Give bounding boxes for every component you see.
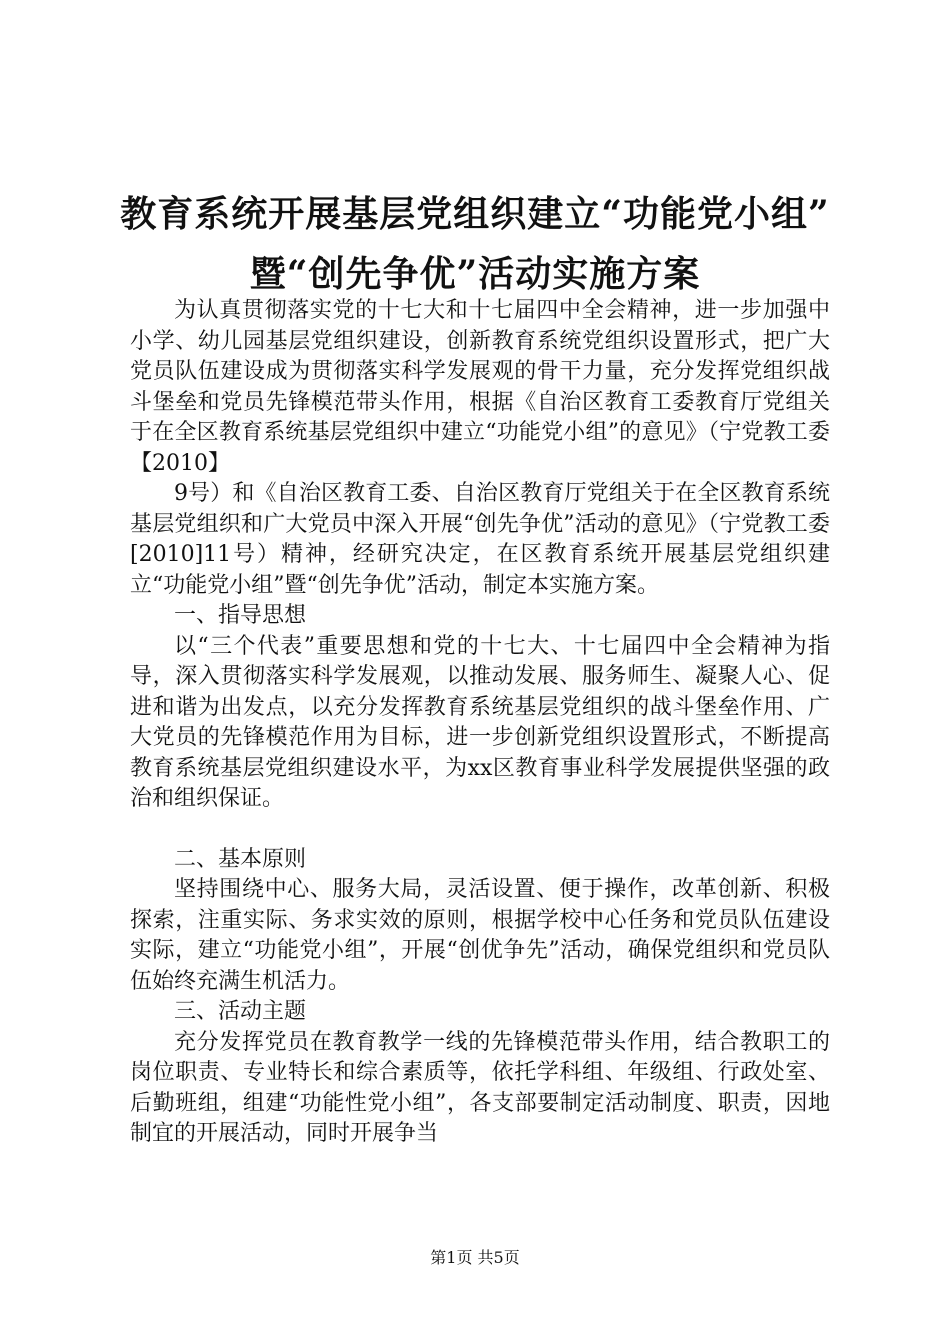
paragraph-intro: 为认真贯彻落实党的十七大和十七届四中全会精神，进一步加强中小学、幼儿园基层党组织建设，创新教育系统党组织设置形式，把广大党员队伍建设成为贯彻落实科学发展观的骨干力量，充分发挥党组织战斗堡垒和党员先锋模范带头作用，根据《自治区教育工委教育厅党组关于在全区教育系统基层党组织中建立“功能党小组”的意见》（宁党教工委【2010】 — [130, 298, 830, 476]
section-heading-basic-principles: 二、基本原则 — [174, 846, 307, 872]
section-heading-activity-theme: 三、活动主题 — [174, 999, 307, 1024]
document-body — [130, 296, 830, 1150]
document-title-line-1: 教育系统开展基层党组织建立“功能党小组” — [120, 193, 830, 235]
section-heading-guiding-thought: 一、指导思想 — [174, 603, 307, 628]
paragraph-gap — [130, 815, 830, 845]
paragraph-activity-theme: 充分发挥党员在教育教学一线的先锋模范带头作用，结合教职工的岗位职责、专业特长和综合素质等，依托学科组、年级组、行政处室、后勤班组，组建“功能性党小组”，各支部要制定活动制度、职责，因地制宜的开展活动，同时开展争当 — [130, 1029, 830, 1146]
page-number-footer: 第1页 共5页 — [430, 1248, 520, 1267]
paragraph-basic-principles: 坚持围绕中心、服务大局，灵活设置、便于操作，改革创新、积极探索，注重实际、务求实效的原则，根据学校中心任务和党员队伍建设实际，建立“功能党小组”，开展“创优争先”活动，确保党组织和党员队伍始终充满生机活力。 — [130, 877, 830, 994]
paragraph-intro-continued: 9号）和《自治区教育工委、自治区教育厅党组关于在全区教育系统基层党组织和广大党员中深入开展“创先争优”活动的意见》（宁党教工委[2010]11号）精神，经研究决定，在区教育系统开展基层党组织建立“功能党小组”暨“创先争优”活动，制定本实施方案。 — [130, 481, 830, 598]
paragraph-guiding-thought: 以“三个代表”重要思想和党的十七大、十七届四中全会精神为指导，深入贯彻落实科学发展观，以推动发展、服务师生、凝聚人心、促进和谐为出发点，以充分发挥教育系统基层党组织的战斗堡垒作用、广大党员的先锋模范作用为目标，进一步创新党组织设置形式，不断提高教育系统基层党组织建设水平，为xx区教育事业科学发展提供坚强的政治和组织保证。 — [130, 633, 830, 811]
document-title-line-2: 暨“创先争优”活动实施方案 — [249, 253, 701, 295]
